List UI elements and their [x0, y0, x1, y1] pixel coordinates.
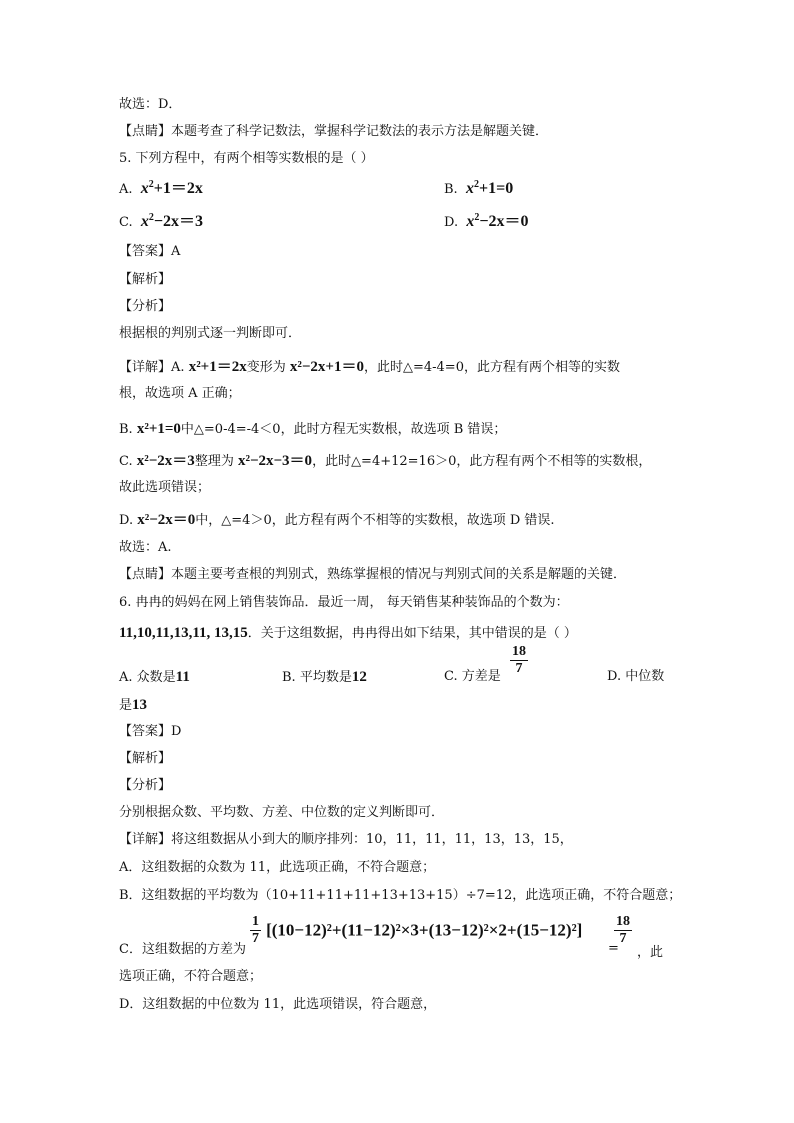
- q5-detail-a-eq2: x²−2x+1＝0: [289, 359, 364, 375]
- q5-option-d: [444, 213, 528, 232]
- q6-stem-data: 11,10,11,13,11, 13,15．关于这组数据，冉冉得出如下结果，其中错误的是（ ）: [119, 625, 577, 641]
- prev-comment: [119, 123, 548, 141]
- q5-detail-label: 【详解】: [119, 360, 172, 375]
- q5-detail-c: C. x²−2x＝3整理为 x²−2x−3＝0，此时△=4+12=16＞0，此方程有两个不相等的实数根，: [119, 453, 652, 469]
- q6-detail-c-prefix: C．这组数据的方差为: [119, 942, 246, 957]
- q5-option-b-eq: $x^2+1=0$: [465, 179, 514, 197]
- q5-detail-a: 【详解】A. x²+1＝2x变形为 x²−2x+1＝0，此时△=4-4=0，此方程有两个相等的实数: [119, 359, 620, 375]
- q5-option-a: [119, 180, 203, 199]
- q6-fenxi-label: 【分析】: [119, 778, 172, 793]
- q5-detail-b-eq: x²+1=0: [136, 421, 181, 437]
- q6-detail-c-tail: ，此: [637, 945, 664, 960]
- q6-option-d-cont: 是13: [119, 697, 148, 713]
- q5-option-d-eq: $x^2-2x=0$: [466, 212, 529, 230]
- q5-detail-d: D. x²−2x＝0中，△=4＞0，此方程有两个不相等的实数根，故选项 D 错误.: [119, 512, 555, 528]
- q6-variance-equals: =: [608, 941, 619, 956]
- q5-analysis-label: 【解析】: [119, 272, 172, 287]
- q6-stem: 6. 冉冉的妈妈在网上销售装饰品．最近一周， 每天销售某种装饰品的个数为：: [119, 595, 569, 610]
- q5-option-c-eq: $x^2-2x=3$: [140, 212, 204, 230]
- q5-detail-c-cont: 故此选项错误；: [119, 480, 211, 495]
- q5-option-b: [444, 180, 513, 199]
- q5-detail-a-eq: x²+1＝2x: [188, 359, 247, 375]
- q6-variance-result: $\frac{18}{7}$: [616, 914, 630, 946]
- q6-detail-b: B．这组数据的平均数为（10+11+11+11+13+13+15）÷7=12，此选项正确，不符合题意；: [119, 888, 682, 903]
- q6-option-b: B. 平均数是12: [282, 669, 367, 685]
- q6-detail: 【详解】将这组数据从小到大的顺序排列：10，11，11，11，13，13，15，: [119, 832, 573, 847]
- q5-stem: 5. 下列方程中，有两个相等实数根的是（ ）: [119, 151, 374, 166]
- prev-comment-text: 本题考查了科学记数法，掌握科学记数法的表示方法是解题关键．: [171, 124, 549, 139]
- q6-option-c-fraction: $\frac{18}{7}$: [512, 644, 526, 676]
- q5-option-a-label: A.: [119, 182, 133, 197]
- q6-data: 11,10,11,13,11, 13,15: [119, 625, 248, 641]
- q5-detail-b: B. x²+1=0中△=0-4=-4＜0，此时方程无实数根，故选项 B 错误；: [119, 421, 507, 437]
- q6-detail-d: D．这组数据的中位数为 11，此选项错误，符合题意，: [119, 997, 437, 1012]
- q5-detail-c-eq2: x²−2x−3＝0: [237, 453, 313, 469]
- q6-variance-factor: $\frac{1}{7}$: [252, 914, 259, 946]
- q5-option-a-eq: $x^2+1=2x$: [140, 179, 203, 197]
- q5-answer: 【答案】A: [119, 244, 181, 259]
- q6-option-d: D. 中位数: [607, 669, 665, 684]
- q6-fenxi-text: 分别根据众数、平均数、方差、中位数的定义判断即可．: [119, 805, 445, 820]
- q6-option-a: A. 众数是11: [119, 669, 190, 685]
- q6-option-c-label: C. 方差是: [444, 669, 501, 684]
- q5-option-b-label: B.: [444, 182, 458, 197]
- q6-analysis-label: 【解析】: [119, 751, 172, 766]
- q5-comment: 【点睛】本题主要考查根的判别式，熟练掌握根的情况与判别式间的关系是解题的关键．: [119, 567, 627, 582]
- q6-detail-a: A．这组数据的众数为 11，此选项正确，不符合题意；: [119, 860, 436, 875]
- q5-choose: 故选：A.: [119, 540, 172, 555]
- q5-fenxi-text: 根据根的判别式逐一判断即可．: [119, 326, 302, 341]
- q5-option-d-label: D.: [444, 215, 459, 230]
- q5-detail-c-eq: x²−2x＝3: [136, 453, 195, 469]
- q6-answer: 【答案】D: [119, 724, 182, 739]
- q5-option-c: [119, 213, 203, 232]
- prev-answer-line: 故选：D．: [119, 97, 182, 112]
- q6-detail-c-cont: 选项正确，不符合题意；: [119, 969, 263, 984]
- q5-detail-a-cont: 根，故选项 A 正确；: [119, 386, 241, 401]
- q6-variance-expr: [(10−12)²+(11−12)²×3+(13−12)²×2+(15−12)²]: [266, 920, 583, 940]
- q5-fenxi-label: 【分析】: [119, 299, 172, 314]
- q5-detail-d-eq: x²−2x＝0: [137, 512, 196, 528]
- q5-option-c-label: C.: [119, 215, 133, 230]
- q6-variance-formula: [250, 914, 582, 947]
- prev-comment-label: 【点睛】: [119, 124, 172, 139]
